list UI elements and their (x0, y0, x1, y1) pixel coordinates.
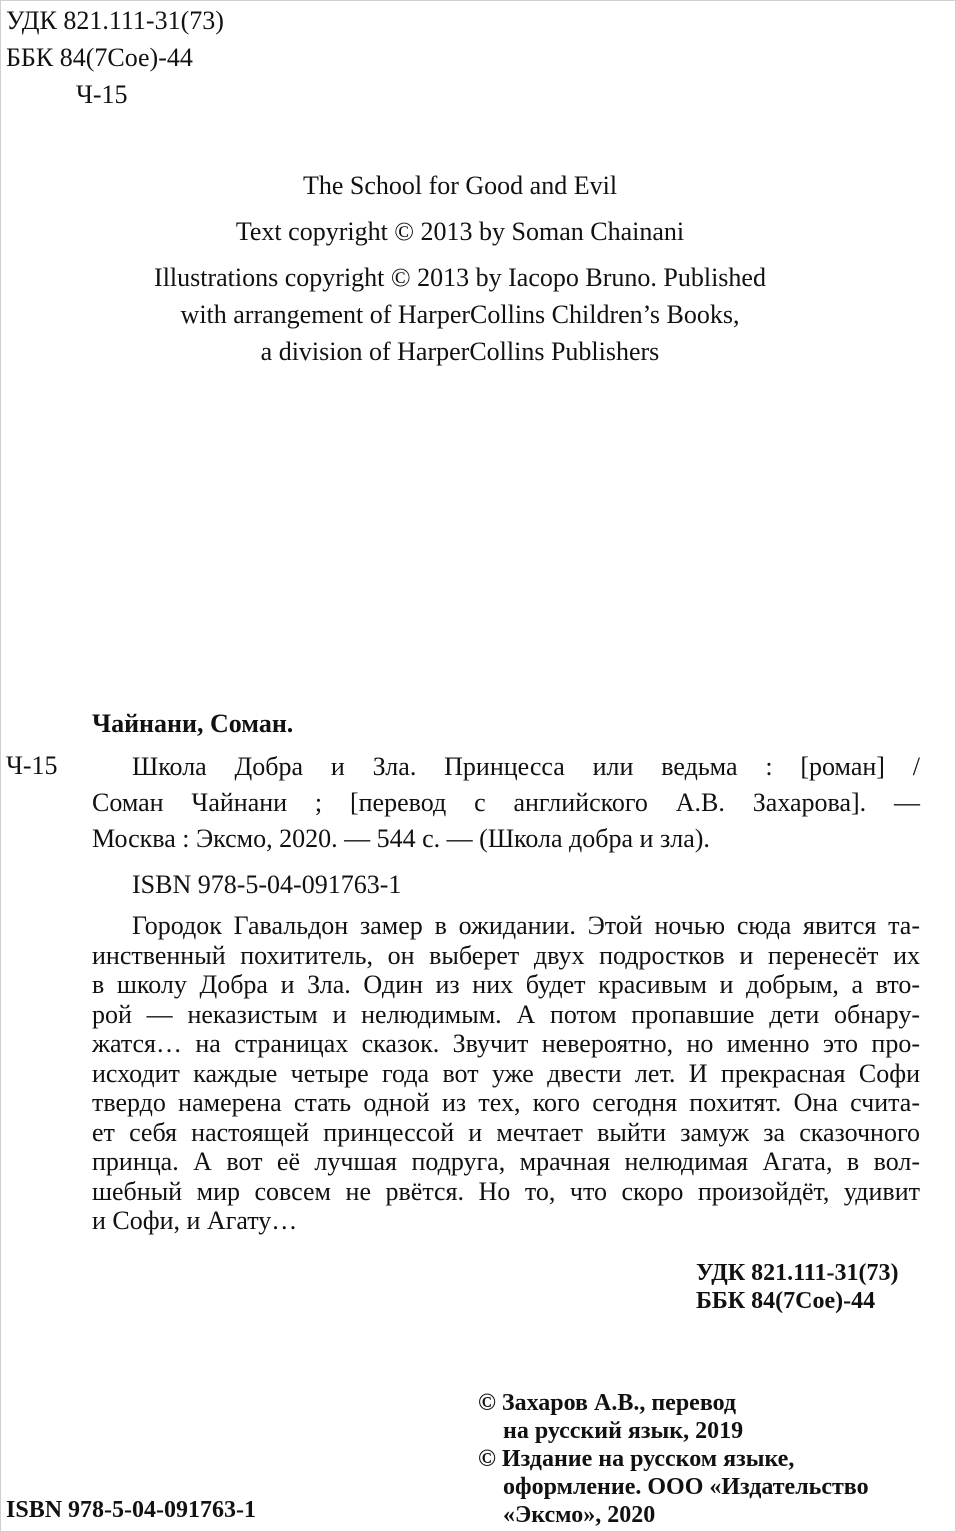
text-copyright: Text copyright © 2013 by Soman Chainani (235, 217, 685, 246)
copyright-translator-line-1: © Захаров А.В., перевод (478, 1390, 737, 1416)
catalog-author: Чайнани, Соман. (92, 709, 294, 738)
illustrations-copyright-line-3: a division of HarperCollins Publishers (260, 337, 660, 366)
annotation-line: шебный мир совсем не рвётся. Но то, что скоро произойдёт, удивит (92, 1176, 920, 1206)
copyright-translator-line-2: на русский язык, 2019 (503, 1418, 744, 1444)
annotation-line: инственный похититель, он выберет двух подростков и перенесёт их (92, 940, 920, 970)
annotation-line: твердо намерена стать одной из тех, кого сегодня похитят. Она счита- (92, 1088, 920, 1117)
header-code: Ч-15 (76, 80, 128, 109)
illustrations-copyright-line-1: Illustrations copyright © 2013 by Iacopo Bruno. Published (154, 263, 766, 292)
footer-isbn: ISBN 978-5-04-091763-1 (6, 1497, 256, 1523)
copyright-edition-line-3: «Эксмо», 2020 (503, 1502, 656, 1528)
catalog-entry-line: Соман Чайнани ; [перевод с английского А.В. Захарова]. — (92, 788, 920, 817)
catalog-entry-line: Школа Добра и Зла. Принцесса или ведьма : [роман] / (132, 752, 920, 781)
illustrations-copyright-line-2: with arrangement of HarperCollins Children’s Books, (180, 300, 740, 329)
annotation (92, 911, 920, 1236)
catalog-entry-line: Москва : Эксмо, 2020. — 544 с. — (Школа добра и зла). (92, 824, 710, 853)
catalog-bbk: ББК 84(7Сое)-44 (696, 1288, 876, 1314)
header-bbk: ББК 84(7Сое)-44 (6, 43, 193, 72)
original-title: The School for Good and Evil (302, 171, 618, 200)
copyright-edition-line-2: оформление. ООО «Издательство (503, 1474, 869, 1500)
annotation-line: ет себя настоящей принцессой и мечтает выйти замуж за сказочного (92, 1117, 920, 1147)
annotation-line: рой — неказистым и нелюдимым. А потом пропавшие дети обнару- (92, 999, 920, 1029)
catalog-isbn: ISBN 978-5-04-091763-1 (132, 870, 402, 899)
annotation-line: и Софи, и Агату… (92, 1206, 298, 1235)
copyright-edition-line-1: © Издание на русском языке, (478, 1446, 795, 1472)
annotation-line: исходит каждые четыре года вот уже двести лет. И прекрасная Софи (92, 1058, 920, 1088)
annotation-line: принца. А вот её лучшая подруга, мрачная нелюдимая Агата, в вол- (92, 1147, 920, 1176)
header-udk: УДК 821.111-31(73) (6, 6, 224, 35)
catalog-code: Ч-15 (6, 751, 58, 780)
catalog-udk: УДК 821.111-31(73) (696, 1260, 899, 1286)
catalog-entry (92, 749, 920, 857)
annotation-line: в школу Добра и Зла. Один из них будет красивым и добрым, а вто- (92, 970, 920, 999)
annotation-line: Городок Гавальдон замер в ожидании. Этой ночью сюда явится та- (132, 911, 920, 940)
annotation-line: жатся… на страницах сказок. Звучит невероятно, но именно это про- (92, 1029, 920, 1058)
